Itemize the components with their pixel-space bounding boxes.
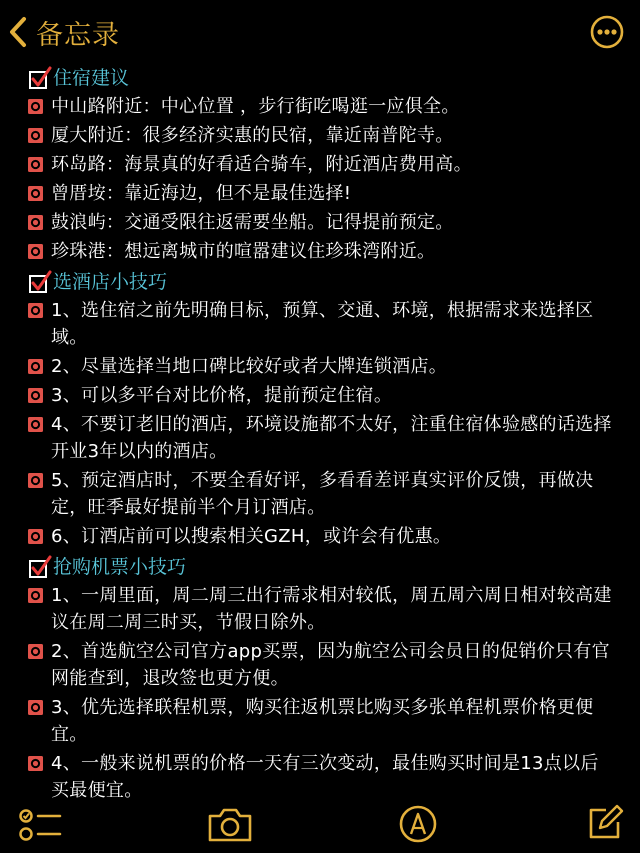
bullet-icon bbox=[28, 128, 43, 143]
list-item-text: 2、尽量选择当地口碑比较好或者大牌连锁酒店。 bbox=[51, 356, 448, 377]
back-button[interactable] bbox=[8, 14, 120, 50]
section-title: 选酒店小技巧 bbox=[53, 271, 168, 293]
note-body[interactable] bbox=[28, 62, 612, 806]
section-heading bbox=[28, 267, 612, 297]
list-item bbox=[28, 238, 612, 265]
list-item bbox=[28, 353, 612, 380]
list-item bbox=[28, 411, 612, 465]
section-heading bbox=[28, 552, 612, 582]
compose-icon[interactable] bbox=[586, 804, 624, 842]
top-bar bbox=[0, 0, 640, 62]
checkbox-checked-icon[interactable] bbox=[28, 269, 52, 295]
checkbox-checked-icon[interactable] bbox=[28, 65, 52, 91]
list-item-text: 厦大附近：很多经济实惠的民宿，靠近南普陀寺。 bbox=[51, 125, 454, 146]
section-title: 住宿建议 bbox=[53, 67, 130, 89]
list-item bbox=[28, 694, 612, 748]
bullet-icon bbox=[28, 359, 43, 374]
bullet-icon bbox=[28, 529, 43, 544]
bullet-icon bbox=[28, 700, 43, 715]
list-item-text: 4、一般来说机票的价格一天有三次变动，最佳购买时间是13点以后买最便宜。 bbox=[51, 753, 599, 801]
list-item bbox=[28, 122, 612, 149]
section-title: 抢购机票小技巧 bbox=[53, 556, 187, 578]
list-item bbox=[28, 93, 612, 120]
list-item-text: 3、可以多平台对比价格，提前预定住宿。 bbox=[51, 385, 393, 406]
bullet-icon bbox=[28, 303, 43, 318]
list-item bbox=[28, 750, 612, 804]
list-item-text: 6、订酒店前可以搜索相关GZH，或许会有优惠。 bbox=[51, 526, 452, 547]
list-item-text: 5、预定酒店时，不要全看好评，多看看差评真实评价反馈，再做决定，旺季最好提前半个月订酒店。 bbox=[51, 470, 594, 518]
chevron-left-icon bbox=[8, 16, 28, 48]
bullet-icon bbox=[28, 417, 43, 432]
section-heading bbox=[28, 63, 612, 93]
bullet-icon bbox=[28, 99, 43, 114]
list-item-text: 珍珠港：想远离城市的喧嚣建议住珍珠湾附近。 bbox=[51, 241, 436, 262]
back-label: 备忘录 bbox=[36, 19, 120, 51]
bullet-icon bbox=[28, 215, 43, 230]
bullet-icon bbox=[28, 473, 43, 488]
list-item-text: 2、首选航空公司官方app买票，因为航空公司会员日的促销价只有官网能查到，退改签也更方便。 bbox=[51, 641, 610, 689]
bullet-icon bbox=[28, 588, 43, 603]
list-item bbox=[28, 582, 612, 636]
list-item bbox=[28, 209, 612, 236]
bullet-icon bbox=[28, 186, 43, 201]
checkbox-checked-icon[interactable] bbox=[28, 554, 52, 580]
list-item-text: 4、不要订老旧的酒店，环境设施都不太好，注重住宿体验感的话选择开业3年以内的酒店。 bbox=[51, 414, 612, 462]
bullet-icon bbox=[28, 756, 43, 771]
list-item-text: 曾厝垵：靠近海边，但不是最佳选择! bbox=[51, 183, 352, 204]
ellipsis-circle-icon[interactable] bbox=[590, 15, 624, 49]
bottom-toolbar bbox=[0, 800, 640, 853]
list-item-text: 1、一周里面，周二周三出行需求相对较低，周五周六周日相对较高建议在周二周三时买，节假日除外。 bbox=[51, 585, 612, 633]
pen-markup-icon[interactable] bbox=[398, 804, 438, 844]
camera-icon[interactable] bbox=[206, 806, 254, 844]
bullet-icon bbox=[28, 644, 43, 659]
bullet-icon bbox=[28, 244, 43, 259]
list-item bbox=[28, 297, 612, 351]
list-item bbox=[28, 523, 612, 550]
list-item-text: 1、选住宿之前先明确目标，预算、交通、环境，根据需求来选择区域。 bbox=[51, 300, 594, 348]
list-item bbox=[28, 638, 612, 692]
list-item-text: 环岛路：海景真的好看适合骑车，附近酒店费用高。 bbox=[51, 154, 472, 175]
list-item-text: 中山路附近：中心位置 ，步行街吃喝逛一应俱全。 bbox=[51, 96, 460, 117]
bullet-icon bbox=[28, 157, 43, 172]
checklist-icon[interactable] bbox=[18, 808, 64, 844]
list-item-text: 鼓浪屿：交通受限往返需要坐船。记得提前预定。 bbox=[51, 212, 454, 233]
bullet-icon bbox=[28, 388, 43, 403]
list-item bbox=[28, 151, 612, 178]
list-item-text: 3、优先选择联程机票，购买往返机票比购买多张单程机票价格更便宜。 bbox=[51, 697, 594, 745]
list-item bbox=[28, 382, 612, 409]
list-item bbox=[28, 180, 612, 207]
list-item bbox=[28, 467, 612, 521]
